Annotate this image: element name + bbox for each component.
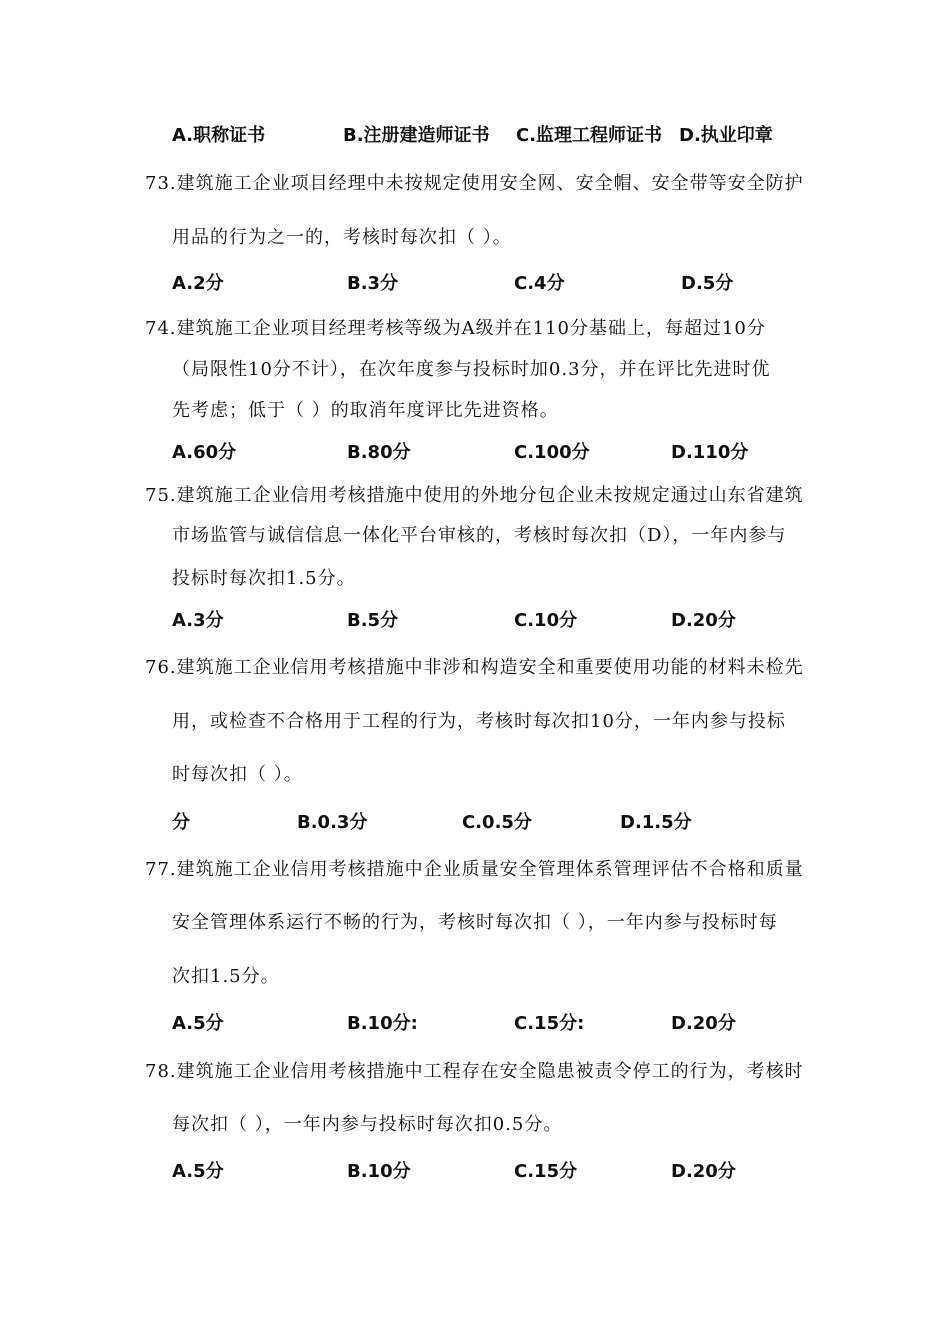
option-c: C.4分 <box>514 273 565 294</box>
question-text-line: 76.建筑施工企业信用考核措施中非涉和构造安全和重要使用功能的材料未检先 <box>145 657 804 678</box>
question-text-line: 用，或检查不合格用于工程的行为，考核时每次扣10分，一年内参与投标 <box>172 711 786 732</box>
option-a: A.5分 <box>172 1161 224 1182</box>
option-a: 分 <box>172 812 190 833</box>
option-c: C.15分: <box>514 1013 585 1034</box>
question-text-line: 74.建筑施工企业项目经理考核等级为A级并在110分基础上，每超过10分 <box>145 318 766 339</box>
question-text-line: 次扣1.5分。 <box>172 966 280 987</box>
option-a: A.60分 <box>172 442 237 463</box>
option-a: A.职称证书 <box>172 125 266 146</box>
option-b: B.注册建造师证书 <box>343 125 490 146</box>
question-text-line: 先考虑；低于（ ）的取消年度评比先进资格。 <box>172 400 559 421</box>
option-b: B.80分 <box>347 442 411 463</box>
option-d: D.110分 <box>671 442 749 463</box>
option-c: C.10分 <box>514 610 578 631</box>
option-d: D.1.5分 <box>620 812 692 833</box>
option-b: B.0.3分 <box>297 812 368 833</box>
option-b: B.10分: <box>347 1013 418 1034</box>
option-b: B.10分 <box>347 1161 411 1182</box>
option-d: D.20分 <box>671 1161 736 1182</box>
option-b: B.3分 <box>347 273 399 294</box>
question-text-line: 每次扣（ ），一年内参与投标时每次扣0.5分。 <box>172 1114 563 1135</box>
question-text-line: 78.建筑施工企业信用考核措施中工程存在安全隐患被责令停工的行为，考核时 <box>145 1061 804 1082</box>
option-b: B.5分 <box>347 610 399 631</box>
option-c: C.100分 <box>514 442 590 463</box>
question-text-line: 投标时每次扣1.5分。 <box>172 568 356 589</box>
option-d: D.20分 <box>671 1013 736 1034</box>
option-a: A.5分 <box>172 1013 224 1034</box>
question-text-line: 75.建筑施工企业信用考核措施中使用的外地分包企业未按规定通过山东省建筑 <box>145 485 804 506</box>
option-c: C.15分 <box>514 1161 578 1182</box>
question-text-line: 77.建筑施工企业信用考核措施中企业质量安全管理体系管理评估不合格和质量 <box>145 859 804 880</box>
question-text-line: （局限性10分不计），在次年度参与投标时加0.3分，并在评比先进时优 <box>172 359 771 380</box>
option-d: D.5分 <box>681 273 734 294</box>
question-text-line: 用品的行为之一的，考核时每次扣（ ）。 <box>172 227 512 248</box>
option-a: A.3分 <box>172 610 224 631</box>
question-text-line: 73.建筑施工企业项目经理中未按规定使用安全网、安全帽、安全带等安全防护 <box>145 173 804 194</box>
question-text-line: 时每次扣（ ）。 <box>172 764 303 785</box>
option-d: D.执业印章 <box>679 125 773 146</box>
option-c: C.0.5分 <box>462 812 532 833</box>
option-d: D.20分 <box>671 610 736 631</box>
question-text-line: 安全管理体系运行不畅的行为，考核时每次扣（ ），一年内参与投标时每 <box>172 912 778 933</box>
question-text-line: 市场监管与诚信信息一体化平台审核的，考核时每次扣（D），一年内参与 <box>172 525 787 546</box>
option-a: A.2分 <box>172 273 224 294</box>
option-c: C.监理工程师证书 <box>516 125 663 146</box>
